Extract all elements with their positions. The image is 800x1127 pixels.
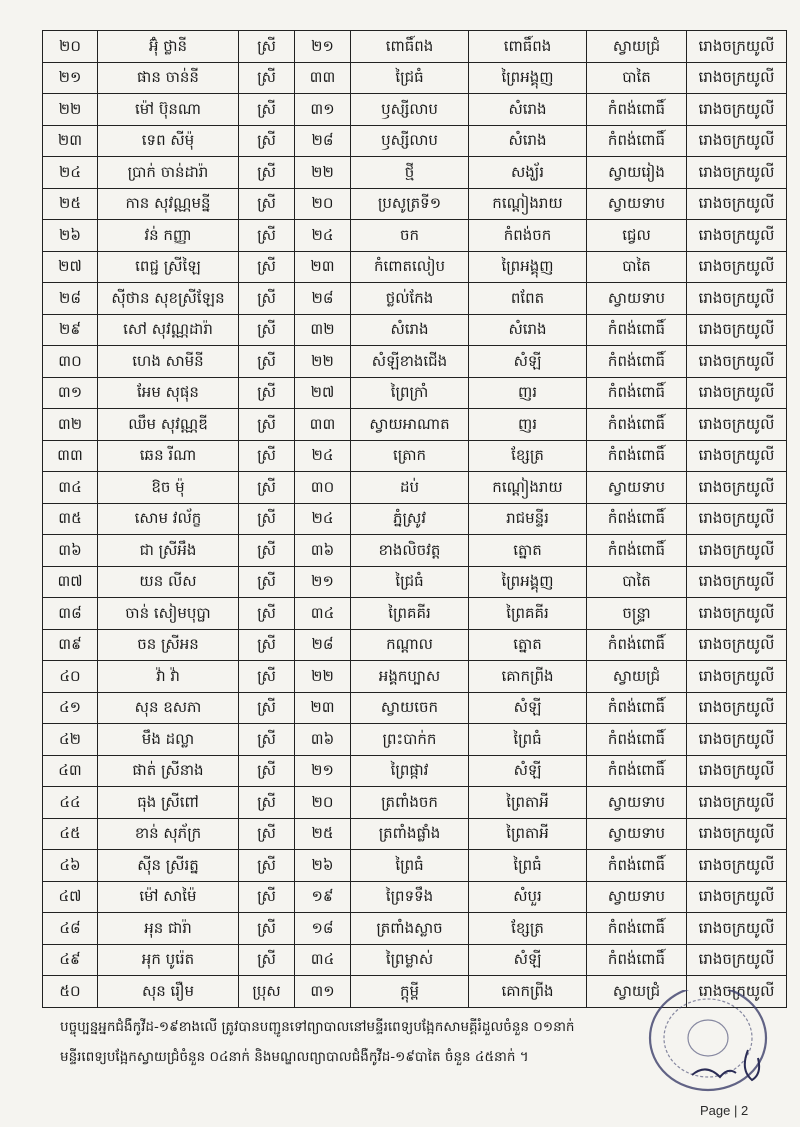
workplace-cell: រោងចក្រយូលី [687, 503, 787, 535]
row-number-cell: ២៤ [43, 157, 98, 189]
patient-name-cell: ចន ស្រីអន [98, 629, 239, 661]
workplace-cell: រោងចក្រយូលី [687, 850, 787, 882]
patient-name-cell: ពេជ្ជ ស្រីឡៃ [98, 251, 239, 283]
commune-cell: ពពែត [469, 283, 587, 315]
village-cell: អង្គកប្បាស [351, 661, 469, 693]
workplace-cell: រោងចក្រយូលី [687, 598, 787, 630]
patient-name-cell: កាន សុវណ្ណមន្នី [98, 188, 239, 220]
row-number-cell: ៣២ [43, 409, 98, 441]
official-seal [630, 990, 780, 1105]
patient-name-cell: ជា ស្រីអឹង [98, 535, 239, 567]
age-cell: ៣១ [295, 976, 351, 1008]
table-row [43, 377, 787, 409]
table-row [43, 251, 787, 283]
sex-cell: ស្រី [239, 598, 295, 630]
age-cell: ២៣ [295, 692, 351, 724]
village-cell: ពោធិ៍ពង [351, 31, 469, 63]
patient-name-cell: ម៉ៅ សាម៉ៃ [98, 881, 239, 913]
workplace-cell: រោងចក្រយូលី [687, 629, 787, 661]
patient-table [42, 30, 787, 1008]
commune-cell: សំរោង [469, 94, 587, 126]
workplace-cell: រោងចក្រយូលី [687, 125, 787, 157]
row-number-cell: ៥០ [43, 976, 98, 1008]
age-cell: ២៣ [295, 251, 351, 283]
workplace-cell: រោងចក្រយូលី [687, 440, 787, 472]
table-row [43, 94, 787, 126]
table-row [43, 850, 787, 882]
table-row [43, 566, 787, 598]
commune-cell: សំបួរ [469, 881, 587, 913]
village-cell: សំឡីខាងជើង [351, 346, 469, 378]
patient-name-cell: ផាត់ ស្រីនាង [98, 755, 239, 787]
row-number-cell: ៣៩ [43, 629, 98, 661]
commune-cell: ព្រៃធំ [469, 724, 587, 756]
district-cell: កំពង់ពោធិ៍ [587, 377, 687, 409]
district-cell: កំពង់ពោធិ៍ [587, 692, 687, 724]
workplace-cell: រោងចក្រយូលី [687, 377, 787, 409]
district-cell: ស្វាយទាប [587, 818, 687, 850]
age-cell: ៣១ [295, 94, 351, 126]
workplace-cell: រោងចក្រយូលី [687, 31, 787, 63]
commune-cell: សំឡី [469, 346, 587, 378]
village-cell: ព្រៃក្រាំ [351, 377, 469, 409]
district-cell: កំពង់ពោធិ៍ [587, 314, 687, 346]
district-cell: ស្វាយរៀង [587, 157, 687, 189]
district-cell: ជ្វេល [587, 220, 687, 252]
sex-cell: ស្រី [239, 566, 295, 598]
row-number-cell: ២៨ [43, 283, 98, 315]
patient-name-cell: ឱច ម៉ុ [98, 472, 239, 504]
sex-cell: ស្រី [239, 787, 295, 819]
commune-cell: ព្រៃអង្គុញ [469, 251, 587, 283]
village-cell: ជ្រៃធំ [351, 566, 469, 598]
district-cell: កំពង់ពោធិ៍ [587, 724, 687, 756]
district-cell: កំពង់ពោធិ៍ [587, 125, 687, 157]
age-cell: ២២ [295, 346, 351, 378]
row-number-cell: ៤២ [43, 724, 98, 756]
patient-name-cell: អុន ជារ៉ា [98, 913, 239, 945]
district-cell: កំពង់ពោធិ៍ [587, 913, 687, 945]
workplace-cell: រោងចក្រយូលី [687, 566, 787, 598]
patient-name-cell: ម៉ៅ ប៊ុនណា [98, 94, 239, 126]
age-cell: ៣៣ [295, 409, 351, 441]
patient-name-cell: វ៉ា វ៉ា [98, 661, 239, 693]
sex-cell: ស្រី [239, 692, 295, 724]
village-cell: ព្រៃធំ [351, 850, 469, 882]
commune-cell: គោកព្រីង [469, 661, 587, 693]
district-cell: កំពង់ពោធិ៍ [587, 440, 687, 472]
district-cell: បាតៃ [587, 251, 687, 283]
row-number-cell: ៤១ [43, 692, 98, 724]
row-number-cell: ៣៦ [43, 535, 98, 567]
sex-cell: ស្រី [239, 220, 295, 252]
table-row [43, 944, 787, 976]
district-cell: ស្វាយទាប [587, 188, 687, 220]
patient-name-cell: សុន ឧសភា [98, 692, 239, 724]
workplace-cell: រោងចក្រយូលី [687, 220, 787, 252]
commune-cell: កណ្តៀងរាយ [469, 188, 587, 220]
village-cell: ជ្រៃធំ [351, 62, 469, 94]
age-cell: ២៦ [295, 850, 351, 882]
patient-name-cell: វន់ កញ្ញា [98, 220, 239, 252]
village-cell: ភ្នំស្រូវ [351, 503, 469, 535]
sex-cell: ស្រី [239, 629, 295, 661]
commune-cell: ខ្សែត្រ [469, 440, 587, 472]
district-cell: ស្វាយទាប [587, 787, 687, 819]
sex-cell: ស្រី [239, 944, 295, 976]
district-cell: កំពង់ពោធិ៍ [587, 409, 687, 441]
workplace-cell: រោងចក្រយូលី [687, 251, 787, 283]
table-row [43, 125, 787, 157]
sex-cell: ស្រី [239, 755, 295, 787]
age-cell: ២០ [295, 188, 351, 220]
patient-name-cell: អ៊ុំ ថ្លានី [98, 31, 239, 63]
row-number-cell: ៤៧ [43, 881, 98, 913]
row-number-cell: ៣៧ [43, 566, 98, 598]
table-row [43, 346, 787, 378]
age-cell: ២៥ [295, 818, 351, 850]
village-cell: ព្រៃម្លាស់ [351, 944, 469, 976]
row-number-cell: ២៩ [43, 314, 98, 346]
district-cell: ចន្ទ្រា [587, 598, 687, 630]
village-cell: ថ្លល់កែង [351, 283, 469, 315]
sex-cell: ស្រី [239, 157, 295, 189]
table-row [43, 283, 787, 315]
age-cell: ២៧ [295, 377, 351, 409]
row-number-cell: ៣៤ [43, 472, 98, 504]
district-cell: បាតៃ [587, 62, 687, 94]
patient-name-cell: យន លីស [98, 566, 239, 598]
age-cell: ៣៣ [295, 62, 351, 94]
patient-name-cell: អុក បូរ៉េត [98, 944, 239, 976]
patient-name-cell: ផាន ចាន់នី [98, 62, 239, 94]
age-cell: ៣២ [295, 314, 351, 346]
sex-cell: ស្រី [239, 251, 295, 283]
district-cell: ស្វាយទាប [587, 472, 687, 504]
table-row [43, 787, 787, 819]
sex-cell: ស្រី [239, 283, 295, 315]
table-row [43, 157, 787, 189]
workplace-cell: រោងចក្រយូលី [687, 346, 787, 378]
district-cell: ស្វាយទាប [587, 283, 687, 315]
village-cell: ត្រោក [351, 440, 469, 472]
age-cell: ២៨ [295, 283, 351, 315]
district-cell: កំពង់ពោធិ៍ [587, 850, 687, 882]
commune-cell: ព្រៃអង្គុញ [469, 566, 587, 598]
commune-cell: គោកព្រីង [469, 976, 587, 1008]
age-cell: ៣៤ [295, 598, 351, 630]
row-number-cell: ៤០ [43, 661, 98, 693]
age-cell: ៣៦ [295, 724, 351, 756]
workplace-cell: រោងចក្រយូលី [687, 755, 787, 787]
age-cell: ២១ [295, 566, 351, 598]
workplace-cell: រោងចក្រយូលី [687, 314, 787, 346]
commune-cell: ព្រៃធំ [469, 850, 587, 882]
age-cell: ២៤ [295, 503, 351, 535]
workplace-cell: រោងចក្រយូលី [687, 535, 787, 567]
patient-name-cell: ខាន់ សុភ័ក្រ [98, 818, 239, 850]
sex-cell: ស្រី [239, 850, 295, 882]
age-cell: ១៩ [295, 881, 351, 913]
row-number-cell: ៤៥ [43, 818, 98, 850]
workplace-cell: រោងចក្រយូលី [687, 283, 787, 315]
table-row [43, 755, 787, 787]
patient-name-cell: ស៊ីថាន សុខស្រីឡែន [98, 283, 239, 315]
village-cell: ព្រៃទទឹង [351, 881, 469, 913]
workplace-cell: រោងចក្រយូលី [687, 157, 787, 189]
village-cell: ដប់ [351, 472, 469, 504]
sex-cell: ស្រី [239, 881, 295, 913]
sex-cell: ប្រុស [239, 976, 295, 1008]
row-number-cell: ៤៣ [43, 755, 98, 787]
age-cell: ២៤ [295, 220, 351, 252]
commune-cell: សំឡី [469, 944, 587, 976]
table-row [43, 409, 787, 441]
village-cell: ថ្មី [351, 157, 469, 189]
district-cell: កំពង់ពោធិ៍ [587, 629, 687, 661]
commune-cell: រាជមន្ទីរ [469, 503, 587, 535]
row-number-cell: ៤៩ [43, 944, 98, 976]
table-row [43, 724, 787, 756]
village-cell: ស្វាយចេក [351, 692, 469, 724]
village-cell: ត្រពាំងចក [351, 787, 469, 819]
patient-name-cell: សៅ សុវណ្ណដារ៉ា [98, 314, 239, 346]
sex-cell: ស្រី [239, 94, 295, 126]
workplace-cell: រោងចក្រយូលី [687, 724, 787, 756]
age-cell: ២២ [295, 157, 351, 189]
patient-name-cell: សុន រឿម [98, 976, 239, 1008]
commune-cell: សំឡី [469, 755, 587, 787]
row-number-cell: ២៦ [43, 220, 98, 252]
table-row [43, 220, 787, 252]
sex-cell: ស្រី [239, 724, 295, 756]
workplace-cell: រោងចក្រយូលី [687, 94, 787, 126]
workplace-cell: រោងចក្រយូលី [687, 692, 787, 724]
row-number-cell: ៣៣ [43, 440, 98, 472]
row-number-cell: ៣៥ [43, 503, 98, 535]
workplace-cell: រោងចក្រយូលី [687, 409, 787, 441]
commune-cell: ព្រៃអង្គុញ [469, 62, 587, 94]
district-cell: កំពង់ពោធិ៍ [587, 944, 687, 976]
age-cell: ២៨ [295, 629, 351, 661]
page-number: Page | 2 [700, 1103, 749, 1118]
row-number-cell: ៣១ [43, 377, 98, 409]
table-row [43, 881, 787, 913]
age-cell: ៣០ [295, 472, 351, 504]
district-cell: ស្វាយជ្រំ [587, 661, 687, 693]
workplace-cell: រោងចក្រយូលី [687, 976, 787, 1008]
commune-cell: ព្រៃតាអី [469, 818, 587, 850]
village-cell: ប្រសូត្រទី១ [351, 188, 469, 220]
commune-cell: សំរោង [469, 125, 587, 157]
commune-cell: កណ្តៀងរាយ [469, 472, 587, 504]
table-row [43, 598, 787, 630]
row-number-cell: ២៣ [43, 125, 98, 157]
district-cell: ស្វាយទាប [587, 881, 687, 913]
sex-cell: ស្រី [239, 818, 295, 850]
commune-cell: ត្នោត [469, 535, 587, 567]
commune-cell: ញរ [469, 377, 587, 409]
patient-name-cell: ស៊ីន ស្រីរត្ន [98, 850, 239, 882]
row-number-cell: ២៥ [43, 188, 98, 220]
patient-name-cell: ធុង ស្រីពៅ [98, 787, 239, 819]
commune-cell: ខ្សែត្រ [469, 913, 587, 945]
table-row [43, 31, 787, 63]
table-row [43, 440, 787, 472]
sex-cell: ស្រី [239, 503, 295, 535]
village-cell: ត្រពាំងផ្លាំង [351, 818, 469, 850]
commune-cell: សំរោង [469, 314, 587, 346]
village-cell: ព្រៃផ្កាវ [351, 755, 469, 787]
footer-line-1: បច្ចុប្បន្នអ្នកជំងឺកូវីដ-១៩ខាងលើ ត្រូវបានបញ្ជូនទៅព្យាបាលនៅមន្ទីរពេទ្យបង្អែកសាមគ្គីរំដួលចំនួន ០១នាក់ [60, 1019, 575, 1035]
commune-cell: ញរ [469, 409, 587, 441]
patient-name-cell: ប្រាក់ ចាន់ដារ៉ា [98, 157, 239, 189]
table-row [43, 314, 787, 346]
commune-cell: ត្នោត [469, 629, 587, 661]
commune-cell: សង្ឃ័រ [469, 157, 587, 189]
sex-cell: ស្រី [239, 661, 295, 693]
district-cell: កំពង់ពោធិ៍ [587, 503, 687, 535]
row-number-cell: ៤៨ [43, 913, 98, 945]
district-cell: បាតៃ [587, 566, 687, 598]
workplace-cell: រោងចក្រយូលី [687, 787, 787, 819]
sex-cell: ស្រី [239, 440, 295, 472]
village-cell: ត្រពាំងស្លាច [351, 913, 469, 945]
row-number-cell: ២១ [43, 62, 98, 94]
workplace-cell: រោងចក្រយូលី [687, 472, 787, 504]
workplace-cell: រោងចក្រយូលី [687, 62, 787, 94]
age-cell: ២១ [295, 31, 351, 63]
district-cell: កំពង់ពោធិ៍ [587, 535, 687, 567]
village-cell: ស្វាយអាណាត [351, 409, 469, 441]
sex-cell: ស្រី [239, 913, 295, 945]
age-cell: ៣៦ [295, 535, 351, 567]
patient-name-cell: ទេព សីម៉ុ [98, 125, 239, 157]
village-cell: ព្រៃគគីរ [351, 598, 469, 630]
table-row [43, 913, 787, 945]
village-cell: ចក [351, 220, 469, 252]
sex-cell: ស្រី [239, 377, 295, 409]
row-number-cell: ៣០ [43, 346, 98, 378]
workplace-cell: រោងចក្រយូលី [687, 944, 787, 976]
row-number-cell: ២២ [43, 94, 98, 126]
table-row [43, 62, 787, 94]
workplace-cell: រោងចក្រយូលី [687, 881, 787, 913]
age-cell: ១៨ [295, 913, 351, 945]
district-cell: កំពង់ពោធិ៍ [587, 755, 687, 787]
patient-name-cell: ឆេន រីណា [98, 440, 239, 472]
table-row [43, 661, 787, 693]
commune-cell: ព្រៃគគីរ [469, 598, 587, 630]
district-cell: ស្វាយជ្រំ [587, 976, 687, 1008]
patient-name-cell: ហេង សាមីនី [98, 346, 239, 378]
table-row [43, 188, 787, 220]
village-cell: ក្តុម្ពី [351, 976, 469, 1008]
age-cell: ២៤ [295, 440, 351, 472]
workplace-cell: រោងចក្រយូលី [687, 818, 787, 850]
age-cell: ២១ [295, 755, 351, 787]
workplace-cell: រោងចក្រយូលី [687, 661, 787, 693]
district-cell: ស្វាយជ្រំ [587, 31, 687, 63]
table-row [43, 535, 787, 567]
patient-name-cell: ចាន់ សៀមបុប្ផា [98, 598, 239, 630]
sex-cell: ស្រី [239, 472, 295, 504]
sex-cell: ស្រី [239, 188, 295, 220]
village-cell: សំរោង [351, 314, 469, 346]
workplace-cell: រោងចក្រយូលី [687, 913, 787, 945]
patient-name-cell: មឹង ដល្លា [98, 724, 239, 756]
village-cell: ខាងលិចវត្ត [351, 535, 469, 567]
sex-cell: ស្រី [239, 314, 295, 346]
sex-cell: ស្រី [239, 31, 295, 63]
commune-cell: សំឡី [469, 692, 587, 724]
sex-cell: ស្រី [239, 346, 295, 378]
village-cell: កំពោតលៀប [351, 251, 469, 283]
sex-cell: ស្រី [239, 62, 295, 94]
row-number-cell: ២៧ [43, 251, 98, 283]
age-cell: ២៨ [295, 125, 351, 157]
row-number-cell: ៤៤ [43, 787, 98, 819]
patient-name-cell: ឈឹម សុវណ្ណឌី [98, 409, 239, 441]
patient-name-cell: អែម សុផុន [98, 377, 239, 409]
table-row [43, 472, 787, 504]
row-number-cell: ២០ [43, 31, 98, 63]
table-row [43, 692, 787, 724]
workplace-cell: រោងចក្រយូលី [687, 188, 787, 220]
table-row [43, 629, 787, 661]
table-row [43, 503, 787, 535]
sex-cell: ស្រី [239, 409, 295, 441]
table-row [43, 818, 787, 850]
commune-cell: ព្រៃតាអី [469, 787, 587, 819]
commune-cell: ពោធិ៍ពង [469, 31, 587, 63]
sex-cell: ស្រី [239, 125, 295, 157]
village-cell: ឫស្សីលាប [351, 125, 469, 157]
age-cell: ២០ [295, 787, 351, 819]
age-cell: ៣៤ [295, 944, 351, 976]
row-number-cell: ៤៦ [43, 850, 98, 882]
footer-line-2: មន្ទីរពេទ្យបង្អែកស្វាយជ្រំចំនួន ០៤នាក់ និងមណ្ឌលព្យាបាលជំងឺកូវីដ-១៩បាតៃ ចំនួន ៤៥នាក់ ។ [60, 1049, 529, 1065]
age-cell: ២២ [295, 661, 351, 693]
commune-cell: កំពង់ចក [469, 220, 587, 252]
village-cell: ឫស្សីលាប [351, 94, 469, 126]
district-cell: កំពង់ពោធិ៍ [587, 94, 687, 126]
village-cell: កណ្តាល [351, 629, 469, 661]
sex-cell: ស្រី [239, 535, 295, 567]
district-cell: កំពង់ពោធិ៍ [587, 346, 687, 378]
village-cell: ព្រះបាក់ក [351, 724, 469, 756]
patient-name-cell: សោម វល័ក្ខ [98, 503, 239, 535]
row-number-cell: ៣៨ [43, 598, 98, 630]
